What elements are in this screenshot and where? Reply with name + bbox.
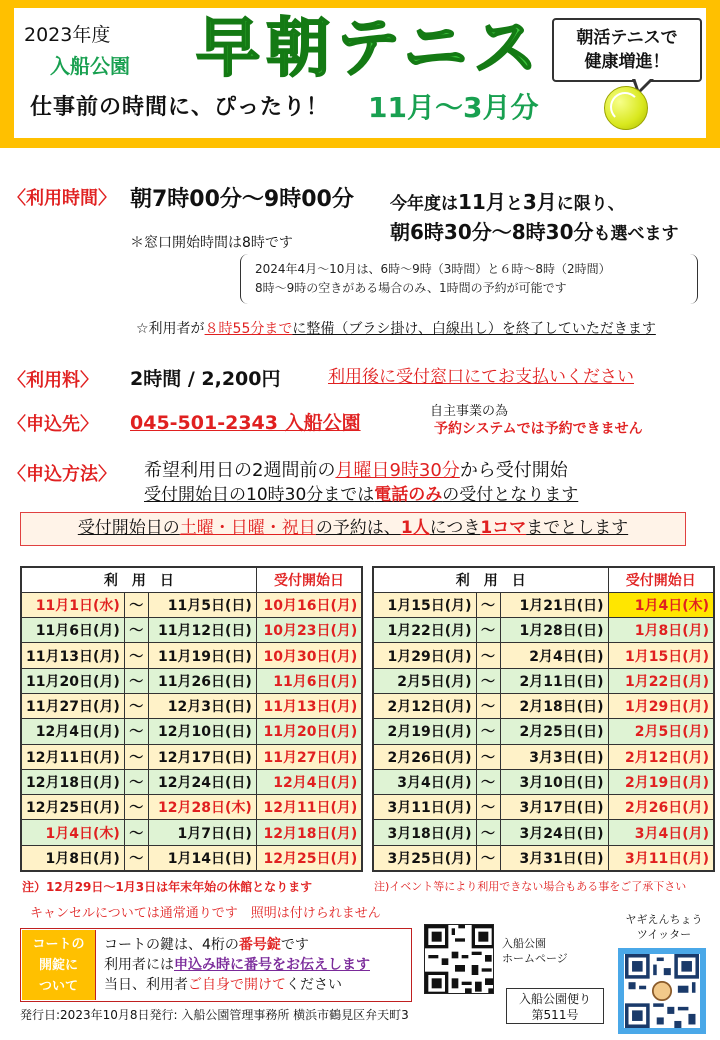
key-l3-text: 当日、利用者 (104, 977, 188, 993)
date-range-separator: ～ (124, 719, 148, 744)
key-label-line-3: ついて (38, 979, 78, 994)
start-date-cell: 11月6日(月) (256, 668, 362, 693)
twitter-qr-code[interactable] (618, 948, 706, 1034)
homepage-qr-caption (502, 936, 568, 966)
apply-label: 〈申込先〉 (8, 414, 98, 435)
column-header-dates: 利 用 日 (21, 567, 256, 592)
date-range-separator: ～ (476, 769, 500, 794)
cancel-note: キャンセルについては通常通りです 照明は付けられません (30, 906, 381, 921)
date-to-cell: 1月7日(日) (148, 820, 256, 845)
start-date-cell: 2月12日(月) (608, 744, 714, 769)
fee-label: 〈利用料〉 (8, 370, 98, 391)
table-row (21, 744, 362, 769)
key-label-line-1: コートの (32, 937, 85, 952)
maintenance-task: 整備（ブラシ掛け、白線出し）を終了していただきます (306, 321, 656, 337)
page-title: 早朝テニス (196, 12, 544, 86)
date-from-cell: 3月11日(月) (373, 795, 476, 820)
time-extra-line-2 (390, 216, 679, 245)
start-date-cell: 12月4日(月) (256, 769, 362, 794)
future-hours-line-1: 2024年4月～10月は、6時～9時（3時間）と６時～8時（2時間） (255, 262, 611, 276)
table-row (21, 845, 362, 870)
start-date-cell: 12月18日(月) (256, 820, 362, 845)
date-from-cell: 1月8日(月) (21, 845, 124, 870)
table-row (373, 618, 714, 643)
date-from-cell: 11月27日(月) (21, 693, 124, 718)
date-from-cell: 1月29日(月) (373, 643, 476, 668)
date-to-cell: 12月3日(日) (148, 693, 256, 718)
notice-one-person: 1人 (400, 518, 430, 538)
date-range-separator: ～ (124, 845, 148, 870)
start-date-cell: 10月16日(月) (256, 592, 362, 617)
table-row (21, 820, 362, 845)
twitter-caption (610, 912, 718, 942)
table-row (21, 592, 362, 617)
date-from-cell: 12月11日(月) (21, 744, 124, 769)
notice-e: につき (429, 518, 481, 538)
date-from-cell: 1月22日(月) (373, 618, 476, 643)
method-l2-end: の受付となります (442, 485, 579, 505)
date-to-cell: 11月26日(日) (148, 668, 256, 693)
date-from-cell: 3月4日(月) (373, 769, 476, 794)
date-to-cell: 11月12日(日) (148, 618, 256, 643)
time-extra-text: 今年度は (390, 194, 458, 214)
key-combo-lock: 番号錠 (238, 937, 281, 953)
start-date-cell: 1月22日(月) (608, 668, 714, 693)
tennis-ball-seam (610, 92, 640, 122)
table-row (21, 668, 362, 693)
method-phone-only: 電話のみ (374, 485, 443, 505)
publish-footer: 発行日:2023年10月8日発行: 入船公園管理事務所 横浜市鶴見区弁天町3 (20, 1008, 409, 1022)
event-note: 注)イベント等により利用できない場合もある事をご了承下さい (374, 880, 687, 893)
date-from-cell: 3月25日(月) (373, 845, 476, 870)
notice-g: までとします (526, 518, 629, 538)
date-range-separator: ～ (476, 643, 500, 668)
key-number-notice: 申込み時に番号をお伝えします (174, 957, 370, 973)
date-range-separator: ～ (124, 795, 148, 820)
start-date-cell: 1月4日(木) (608, 592, 714, 617)
start-date-cell: 1月15日(月) (608, 643, 714, 668)
apply-note-system: 予約システムでは予約できません (434, 421, 643, 437)
date-range-separator: ～ (476, 845, 500, 870)
start-date-cell: 2月26日(月) (608, 795, 714, 820)
method-label: 〈申込方法〉 (8, 464, 116, 485)
schedule-table-right (372, 566, 715, 872)
notice-one-slot: 1コマ (480, 518, 527, 538)
start-date-cell: 11月20日(月) (256, 719, 362, 744)
bubble-line-1: 朝活テニスで (576, 28, 678, 48)
page-subtitle: 仕事前の時間に、ぴったり！ (30, 94, 330, 120)
maintenance-prefix: ☆利用者が (136, 321, 205, 337)
qr-pattern-icon (624, 954, 700, 1028)
method-l1-end: から受付開始 (459, 460, 568, 481)
yagi-caption-line-1: ヤギえんちょう (625, 913, 703, 926)
future-hours-line-2: 8時～9時の空きがある場合のみ、1時間の予約が可能です (255, 281, 567, 295)
apply-note-self: 自主事業の為 (430, 404, 509, 419)
table-row (373, 668, 714, 693)
yagi-caption-line-2: ツイッター (636, 928, 692, 941)
table-row (373, 693, 714, 718)
table-row (373, 795, 714, 820)
key-label-line-2: 開錠に (38, 958, 78, 973)
holiday-closure-note: 注）12月29日～1月3日は年末年始の休館となります (22, 880, 313, 894)
bulletin-badge (506, 988, 604, 1024)
date-from-cell: 3月18日(月) (373, 820, 476, 845)
qr-pattern-icon (425, 925, 494, 994)
date-from-cell: 12月25日(月) (21, 795, 124, 820)
date-to-cell: 12月17日(日) (148, 744, 256, 769)
table-row (373, 643, 714, 668)
date-to-cell: 1月21日(日) (500, 592, 608, 617)
maintenance-ni: に (292, 321, 307, 337)
time-label: 〈利用時間〉 (8, 188, 116, 209)
start-date-cell: 2月19日(月) (608, 769, 714, 794)
start-date-cell: 10月23日(月) (256, 618, 362, 643)
date-range-separator: ～ (476, 668, 500, 693)
time-extra-selectable: も選べます (593, 224, 679, 244)
column-header-dates: 利 用 日 (373, 567, 608, 592)
start-date-cell: 11月13日(月) (256, 693, 362, 718)
date-range-separator: ～ (476, 795, 500, 820)
date-range-separator: ～ (124, 769, 148, 794)
date-range-separator: ～ (124, 592, 148, 617)
bulletin-name: 入船公園便り (518, 992, 591, 1006)
table-row (21, 769, 362, 794)
start-date-cell: 12月25日(月) (256, 845, 362, 870)
start-date-cell: 2月5日(月) (608, 719, 714, 744)
method-l1-text: 希望利用日の2週間前の (144, 460, 336, 481)
time-main: 朝7時00分～9時00分 (130, 187, 354, 212)
start-date-cell: 10月30日(月) (256, 643, 362, 668)
date-to-cell: 12月28日(木) (148, 795, 256, 820)
method-line-2 (144, 480, 578, 505)
qr1-caption-line-2: ホームページ (502, 952, 568, 965)
column-header-start: 受付開始日 (256, 567, 362, 592)
date-from-cell: 1月15日(月) (373, 592, 476, 617)
time-extra-mar: 3月 (522, 190, 557, 214)
key-info-label (22, 930, 96, 1000)
start-date-cell: 12月11日(月) (256, 795, 362, 820)
date-from-cell: 2月5日(月) (373, 668, 476, 693)
key-line-3 (104, 974, 342, 994)
column-header-start: 受付開始日 (608, 567, 714, 592)
date-to-cell: 2月18日(日) (500, 693, 608, 718)
date-from-cell: 12月4日(月) (21, 719, 124, 744)
date-to-cell: 3月10日(日) (500, 769, 608, 794)
time-extra-nov: 11月 (458, 190, 506, 214)
date-range-separator: ～ (124, 618, 148, 643)
future-hours-note (240, 254, 698, 304)
date-range-separator: ～ (124, 668, 148, 693)
key-line-1 (104, 934, 309, 954)
key-l1-text: コートの鍵は、4桁の (104, 937, 239, 953)
date-from-cell: 2月26日(月) (373, 744, 476, 769)
date-from-cell: 11月20日(月) (21, 668, 124, 693)
date-from-cell: 11月13日(月) (21, 643, 124, 668)
time-extra-line-1 (390, 186, 625, 215)
date-to-cell: 12月24日(日) (148, 769, 256, 794)
date-to-cell: 3月24日(日) (500, 820, 608, 845)
date-range-separator: ～ (476, 719, 500, 744)
bulletin-issue: 第511号 (531, 1008, 579, 1022)
method-start-time: 月曜日9時30分 (335, 460, 460, 481)
table-row (373, 769, 714, 794)
table-row (21, 795, 362, 820)
table-row (373, 719, 714, 744)
speech-bubble (552, 18, 702, 82)
key-l2-text: 利用者には (104, 957, 174, 973)
table-row (21, 719, 362, 744)
date-from-cell: 2月12日(月) (373, 693, 476, 718)
date-range-separator: ～ (476, 618, 500, 643)
fee-payment-note: 利用後に受付窓口にてお支払いください (328, 367, 634, 387)
maintenance-deadline: ８時55分まで (204, 321, 293, 337)
date-range-separator: ～ (124, 820, 148, 845)
table-row (373, 820, 714, 845)
start-date-cell: 3月11日(月) (608, 845, 714, 870)
fee-amount: 2時間 / 2,200円 (130, 368, 281, 390)
date-from-cell: 2月19日(月) (373, 719, 476, 744)
start-date-cell: 1月8日(月) (608, 618, 714, 643)
start-date-cell: 3月4日(月) (608, 820, 714, 845)
table-row (373, 845, 714, 870)
date-to-cell: 3月17日(日) (500, 795, 608, 820)
start-date-cell: 1月29日(月) (608, 693, 714, 718)
notice-c: の予約は、 (315, 518, 401, 538)
date-range-separator: ～ (124, 693, 148, 718)
time-extra-only: に限り、 (556, 194, 625, 214)
method-line-1 (144, 456, 568, 482)
date-to-cell: 12月10日(日) (148, 719, 256, 744)
notice-weekend: 土曜・日曜・祝日 (179, 518, 316, 538)
date-range-separator: ～ (476, 744, 500, 769)
table-row (373, 744, 714, 769)
date-from-cell: 1月4日(木) (21, 820, 124, 845)
date-from-cell: 12月18日(月) (21, 769, 124, 794)
table-row (373, 592, 714, 617)
table-row (21, 643, 362, 668)
table-row (21, 693, 362, 718)
date-to-cell: 11月19日(日) (148, 643, 256, 668)
time-extra-and: と (505, 194, 523, 214)
start-date-cell: 11月27日(月) (256, 744, 362, 769)
method-l2-text: 受付開始日の10時30分までは (144, 485, 375, 505)
date-range-separator: ～ (476, 820, 500, 845)
date-to-cell: 2月4日(日) (500, 643, 608, 668)
schedule-table-left (20, 566, 363, 872)
date-from-cell: 11月6日(月) (21, 618, 124, 643)
season-months: 11月～3月分 (368, 91, 539, 124)
date-to-cell: 3月3日(日) (500, 744, 608, 769)
table-row (21, 618, 362, 643)
maintenance-note (136, 318, 656, 338)
fiscal-year: 2023年度 (24, 24, 111, 46)
date-to-cell: 1月14日(日) (148, 845, 256, 870)
time-extra-alt-hours: 朝6時30分～8時30分 (390, 220, 594, 244)
date-range-separator: ～ (476, 693, 500, 718)
date-to-cell: 2月11日(日) (500, 668, 608, 693)
key-line-2 (104, 954, 370, 974)
park-name: 入船公園 (50, 54, 130, 78)
bubble-line-2: 健康増進！ (584, 52, 670, 72)
homepage-qr-code[interactable] (424, 924, 494, 994)
date-to-cell: 3月31日(日) (500, 845, 608, 870)
window-open-note: ＊窓口開始時間は8時です (130, 235, 293, 251)
date-range-separator: ～ (476, 592, 500, 617)
date-to-cell: 11月5日(日) (148, 592, 256, 617)
key-l3-end: ください (286, 977, 342, 993)
key-open-yourself: ご自身で開けて (188, 977, 286, 993)
date-to-cell: 2月25日(日) (500, 719, 608, 744)
weekend-limit-notice (20, 512, 686, 546)
date-range-separator: ～ (124, 643, 148, 668)
key-l1-end: です (280, 937, 309, 953)
date-range-separator: ～ (124, 744, 148, 769)
notice-a: 受付開始日の (77, 518, 180, 538)
qr1-caption-line-1: 入船公園 (502, 937, 546, 950)
apply-phone[interactable]: 045-501-2343 入船公園 (130, 412, 361, 434)
date-from-cell: 11月1日(水) (21, 592, 124, 617)
date-to-cell: 1月28日(日) (500, 618, 608, 643)
